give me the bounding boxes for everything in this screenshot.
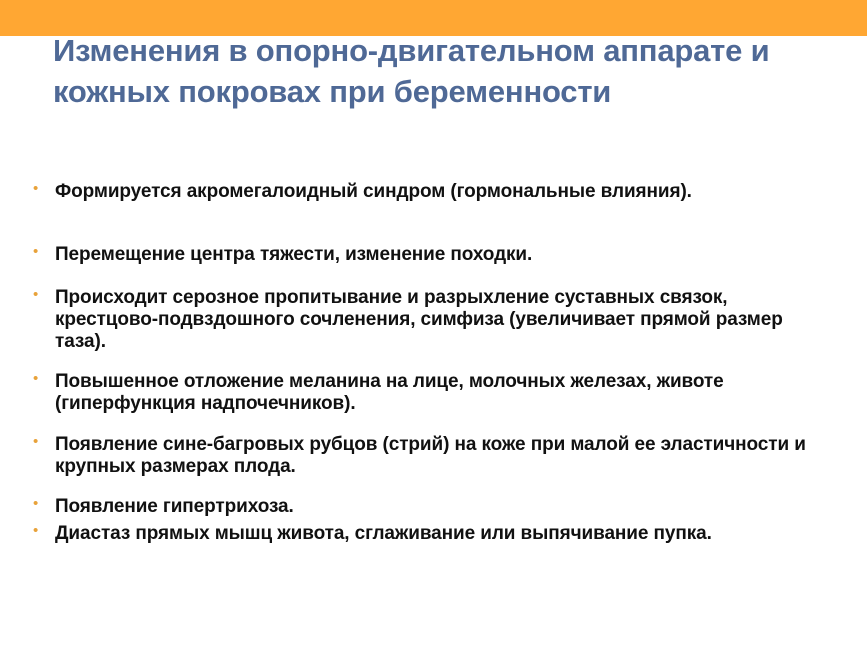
bullet-icon: • [33,370,39,387]
bullet-text: Происходит серозное пропитывание и разрыхление суставных связок, крестцово-подвздошного сочленения, симфиза (увеличивает прямой размер таза). [55,287,783,352]
list-item [33,522,835,545]
bullet-text: Появление сине-багровых рубцов (стрий) на коже при малой ее эластичности и крупных размерах плода. [55,434,806,477]
bullet-text: Формируется акромегалоидный синдром (гормональные влияния). [55,181,692,202]
list-item [33,433,835,478]
bullet-text: Перемещение центра тяжести, изменение походки. [55,244,533,265]
bullet-icon: • [33,180,39,197]
list-item [33,370,835,415]
list-item [33,180,835,203]
bullet-icon: • [33,495,39,512]
slide-title: Изменения в опорно-двигательном аппарате и кожных покровах при беременности [53,33,770,109]
bullet-icon: • [33,522,39,539]
bullet-icon: • [33,433,39,450]
bullet-icon: • [33,243,39,260]
bullet-text: Диастаз прямых мышц живота, сглаживание или выпячивание пупка. [55,523,712,544]
bullet-text: Повышенное отложение меланина на лице, молочных железах, животе (гиперфункция надпочечников). [55,371,724,414]
list-item [33,286,835,353]
bullet-icon: • [33,286,39,303]
list-item [33,243,835,266]
bullet-text: Появление гипертрихоза. [55,496,294,517]
list-item [33,495,835,518]
